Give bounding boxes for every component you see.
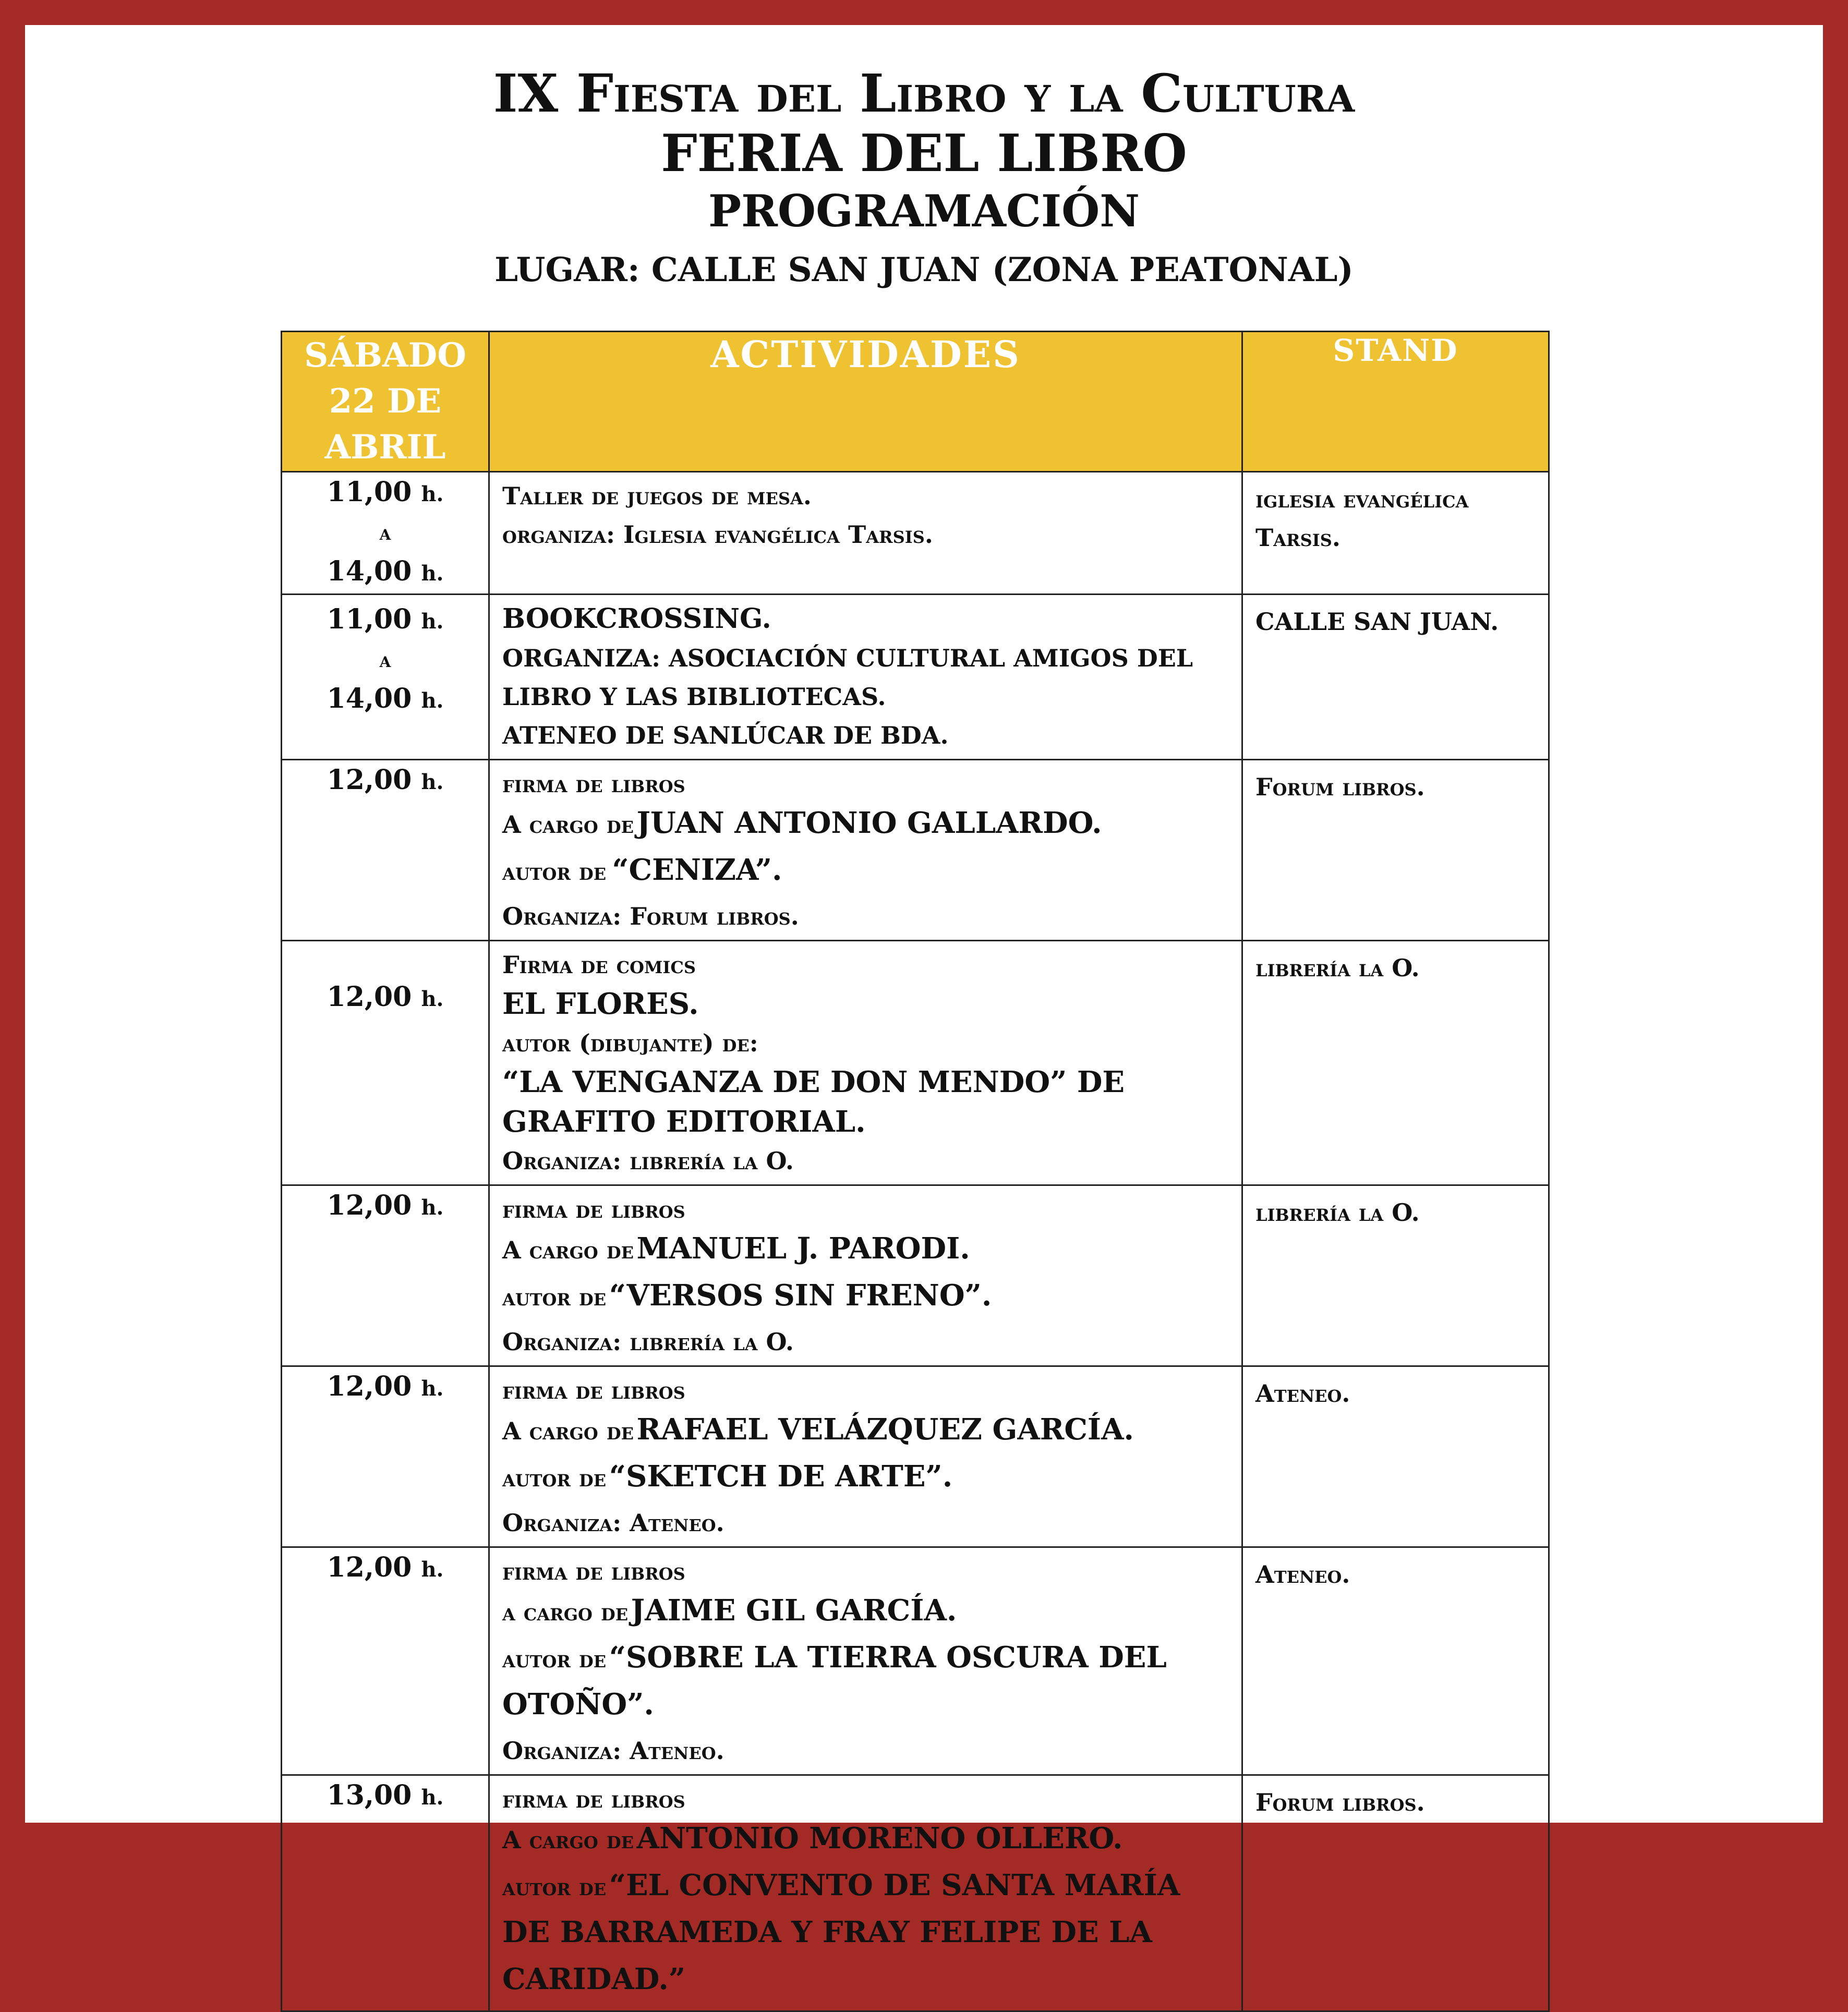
- time-unit: h.: [421, 1557, 444, 1582]
- book-title: “LA VENGANZA DE DON MENDO” DE GRAFITO EDITORIAL.: [502, 1065, 1125, 1139]
- activity-cell: [489, 1366, 1242, 1547]
- book-prefix: autor de: [502, 1645, 607, 1673]
- book-title: “VERSOS SIN FRENO”.: [609, 1278, 992, 1313]
- author-prefix: A cargo de: [502, 1236, 634, 1264]
- activity-cell: [489, 1775, 1242, 2011]
- document-header: [25, 62, 1823, 296]
- time-cell: [282, 941, 489, 1185]
- activity-cell: [489, 941, 1242, 1185]
- time-separator: a: [379, 520, 391, 545]
- book-prefix: autor de: [502, 1283, 607, 1311]
- book-title: “SKETCH DE ARTE”.: [609, 1459, 953, 1494]
- author-prefix: a cargo de: [502, 1598, 629, 1626]
- stand-cell: Ateneo.: [1242, 1366, 1549, 1547]
- time-unit: h.: [421, 482, 444, 506]
- activity-title: Taller de juegos de mesa.: [502, 482, 812, 510]
- activity-cell: [489, 1185, 1242, 1366]
- table-row: [282, 1185, 1549, 1366]
- section-title: PROGRAMACIÓN: [708, 185, 1140, 237]
- author-name: RAFAEL VELÁZQUEZ GARCÍA.: [636, 1412, 1134, 1447]
- document-page: [25, 25, 1823, 1996]
- activity-organizer: organiza: Iglesia evangélica Tarsis.: [502, 520, 933, 549]
- table-row: [282, 941, 1549, 1185]
- book-prefix: autor de: [502, 1464, 607, 1492]
- activity-book-line: [502, 850, 1229, 897]
- table-row: [282, 1366, 1549, 1547]
- activity-author-line: [502, 803, 1229, 850]
- author-prefix: A cargo de: [502, 810, 634, 839]
- author-prefix: A cargo de: [502, 1417, 634, 1445]
- book-title: “EL CONVENTO DE SANTA MARÍA DE BARRAMEDA Y FRAY FELIPE DE LA CARIDAD.”: [502, 1868, 1180, 1996]
- activity-title: firma de libros: [502, 770, 685, 798]
- time-unit: h.: [421, 561, 444, 586]
- author-prefix: A cargo de: [502, 1826, 634, 1854]
- time-unit: h.: [421, 1376, 444, 1401]
- time-end: 14,00: [327, 555, 412, 587]
- time-value: 12,00: [327, 1371, 412, 1402]
- time-unit: h.: [421, 688, 444, 713]
- stand-cell: Forum libros.: [1242, 760, 1549, 941]
- header-date: SÁBADO 22 DE ABRIL: [282, 332, 489, 472]
- activity-book-line: [502, 1276, 1229, 1323]
- stand-cell: Ateneo.: [1242, 1547, 1549, 1775]
- table-row: [282, 1775, 1549, 2011]
- time-unit: h.: [421, 987, 444, 1011]
- activity-organizer: Organiza: Forum libros.: [502, 902, 799, 930]
- activity-title: firma de libros: [502, 1557, 685, 1585]
- activity-title: firma de libros: [502, 1376, 685, 1404]
- author-name: JAIME GIL GARCÍA.: [631, 1593, 957, 1628]
- stand-cell: CALLE SAN JUAN.: [1242, 595, 1549, 760]
- time-value: 13,00: [327, 1779, 412, 1811]
- table-row: [282, 595, 1549, 760]
- author-role: autor (dibujante) de:: [502, 1029, 758, 1057]
- author-name: JUAN ANTONIO GALLARDO.: [636, 806, 1102, 840]
- activity-organizer: ORGANIZA: ASOCIACIÓN CULTURAL AMIGOS DEL LIBRO Y LAS BIBLIOTECAS.: [502, 644, 1193, 711]
- header-activities: ACTIVIDADES: [489, 332, 1242, 472]
- time-value: 12,00: [327, 1552, 412, 1583]
- time-start: 11,00: [327, 603, 412, 635]
- stand-cell: librería la O.: [1242, 941, 1549, 1185]
- time-unit: h.: [421, 1785, 444, 1810]
- book-title: “CENIZA”.: [612, 853, 782, 887]
- activity-cell: [489, 760, 1242, 941]
- time-cell: [282, 595, 489, 760]
- activity-book-line: [502, 1638, 1229, 1731]
- time-start: 11,00: [327, 476, 412, 508]
- header-stand: STAND: [1242, 332, 1549, 472]
- author-name: MANUEL J. PARODI.: [636, 1231, 970, 1266]
- activity-organizer: Organiza: librería la O.: [502, 1147, 794, 1175]
- table-row: [282, 472, 1549, 595]
- activity-organizer: Organiza: Ateneo.: [502, 1509, 724, 1537]
- activity-title: firma de libros: [502, 1785, 685, 1813]
- time-cell: [282, 1185, 489, 1366]
- book-prefix: autor de: [502, 857, 607, 886]
- time-cell: [282, 1775, 489, 2011]
- activity-title: Firma de comics: [502, 951, 696, 979]
- venue-line: LUGAR: CALLE SAN JUAN (ZONA PEATONAL): [494, 250, 1354, 289]
- time-value: 12,00: [327, 981, 412, 1013]
- author-name: ANTONIO MORENO OLLERO.: [636, 1821, 1123, 1856]
- activity-cell: [489, 595, 1242, 760]
- activity-author-line: [502, 1410, 1229, 1457]
- activity-author-line: [502, 1229, 1229, 1276]
- program-table: [281, 331, 1550, 2012]
- activity-author-line: [502, 1819, 1229, 1865]
- table-row: [282, 1547, 1549, 1775]
- activity-cell: [489, 1547, 1242, 1775]
- time-separator: a: [379, 648, 391, 672]
- time-cell: [282, 760, 489, 941]
- activity-cell: [489, 472, 1242, 595]
- time-value: 12,00: [327, 1190, 412, 1221]
- time-unit: h.: [421, 770, 444, 794]
- time-cell: [282, 1366, 489, 1547]
- page-title: IX Fiesta del Libro y la Cultura: [493, 63, 1355, 124]
- time-unit: h.: [421, 1195, 444, 1220]
- activity-book-line: [502, 1457, 1229, 1504]
- author-name: EL FLORES.: [502, 987, 699, 1021]
- stand-cell: librería la O.: [1242, 1185, 1549, 1366]
- time-cell: [282, 472, 489, 595]
- stand-cell: Forum libros.: [1242, 1775, 1549, 2011]
- activity-organizer-2: ATENEO DE SANLÚCAR DE BDA.: [502, 721, 949, 749]
- book-title: “SOBRE LA TIERRA OSCURA DEL OTOÑO”.: [502, 1640, 1167, 1722]
- activity-organizer: Organiza: Ateneo.: [502, 1737, 724, 1765]
- page-subtitle: FERIA DEL LIBRO: [661, 124, 1187, 184]
- book-prefix: autor de: [502, 1873, 607, 1901]
- activity-book-line: [502, 1865, 1229, 2006]
- time-value: 12,00: [327, 764, 412, 796]
- table-header-row: [282, 332, 1549, 472]
- table-row: [282, 760, 1549, 941]
- activity-title: firma de libros: [502, 1195, 685, 1223]
- activity-author-line: [502, 1591, 1229, 1638]
- time-unit: h.: [421, 609, 444, 634]
- time-cell: [282, 1547, 489, 1775]
- activity-title: BOOKCROSSING.: [502, 603, 771, 635]
- stand-cell: iglesia evangélica Tarsis.: [1242, 472, 1549, 595]
- time-end: 14,00: [327, 683, 412, 714]
- activity-organizer: Organiza: librería la O.: [502, 1328, 794, 1356]
